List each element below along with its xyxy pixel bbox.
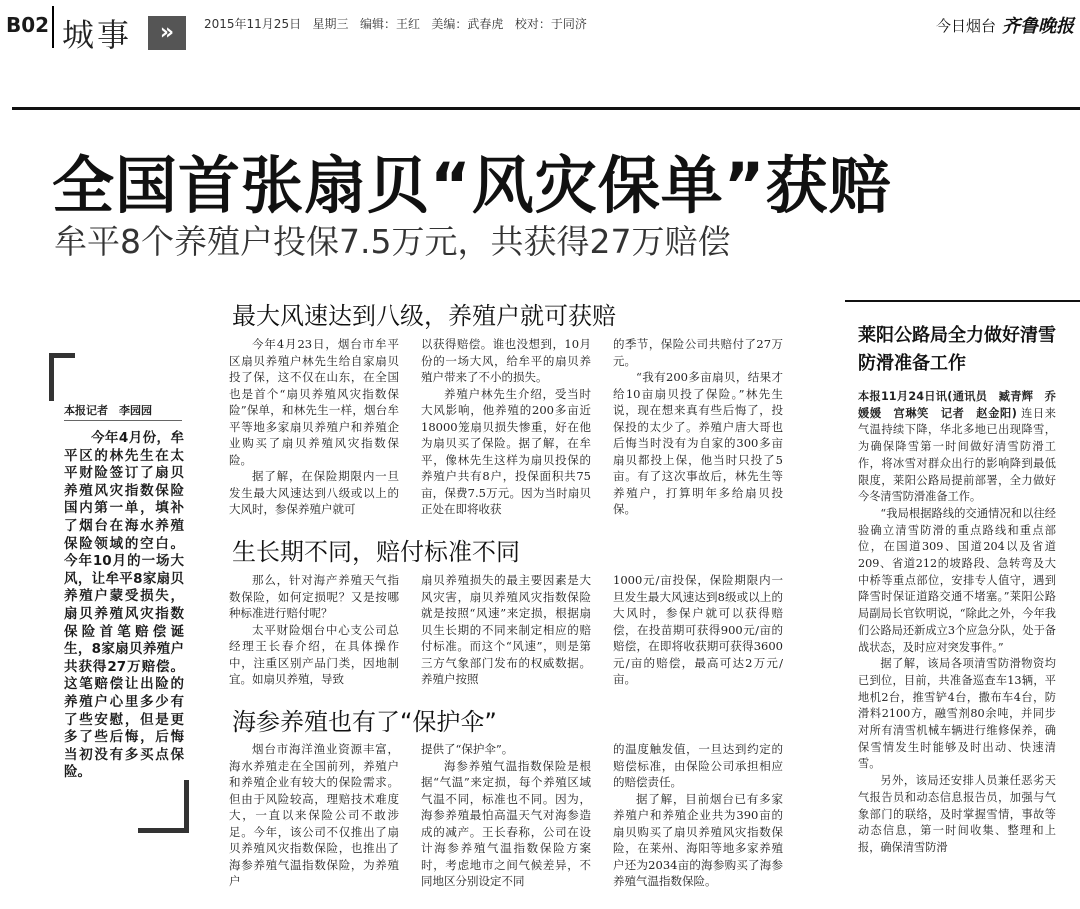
reporter-byline: 本报记者 李园园: [64, 404, 152, 417]
article-column: [613, 336, 783, 518]
sidebar-paragraph: 另外，该局还安排人员兼任恶劣天气报告员和动态信息报告员，加强与气象部门的联络，及时掌握雪情，事故等动态信息，第一时间收集、整理和上报，确保清雪防滑: [858, 774, 1056, 854]
lead-divider: [64, 420, 182, 421]
paragraph: 据了解，目前烟台已有多家养殖户和养殖企业共为390亩的扇贝购买了扇贝养殖风灾指数保险，在莱州、海阳等地多家养殖户还为2034亩的海参购买了海参养殖气温指数保险。: [613, 791, 783, 888]
newspaper-logo: 齐鲁晚报: [1002, 16, 1074, 37]
paragraph: 太平财险烟台中心支公司总经理王长春介绍，在具体操作中，注重区别产品门类，因地制宜。如扇贝养殖，导致: [229, 622, 399, 686]
subheadline: 牟平8个养殖户投保7.5万元，共获得27万赔偿: [54, 222, 731, 261]
paragraph: 养殖户林先生介绍，受当时大风影响，他养殖的200多亩近18000笼扇贝损失惨重，好在他为扇贝买了保险。据了解，在牟平，像林先生这样为扇贝投保的养殖户共有8户，投保面积共75亩，保费7.5万元。因为当时扇贝正处在即将收获: [421, 386, 591, 516]
paragraph: 扇贝养殖损失的最主要因素是大风灾害，扇贝养殖风灾指数保险就是按照“风速”来定损，根据扇贝生长期的不同来制定相应的赔付标准。而这个“风速”，则是第三方气象部门发布的权威数据。养殖户按照: [421, 573, 591, 686]
sidebar-title: 莱阳公路局全力做好清雪防滑准备工作: [858, 325, 1056, 374]
edition-label: 今日烟台: [936, 17, 997, 35]
paragraph: 今年4月23日，烟台市牟平区扇贝养殖户林先生给自家扇贝投了保，这不仅在山东，在全国也是首个“扇贝养殖风灾指数保险”保单，和林先生一样，烟台牟平等地多家扇贝养殖户和养殖企业购买了扇贝养殖风灾指数保险。: [229, 337, 399, 467]
article-column: [229, 572, 399, 688]
page-number: B02: [6, 13, 50, 37]
header-divider: [52, 6, 54, 48]
paragraph: 海参养殖气温指数保险是根据“气温”来定损，每个养殖区域气温不同，标准也不同。因为，海参养殖最怕高温天气对海参造成的减产。王长春称，公司在设计海参养殖气温指数保险方案时，考虑地市之间气候差异，不同地区分别设定不同: [421, 758, 591, 888]
article-column: [229, 336, 399, 518]
header-rule: [12, 107, 1080, 110]
article-column: [421, 572, 591, 688]
sidebar-paragraph: 据了解，该局各项清雪防滑物资均已到位，目前，共准备巡查车13辆，平地机2台，推雪铲4台，撒布车4台，防滑料2100方，融雪剂80余吨，并同步对所有清雪机械车辆进行维修保养，确保雪情发生时能够及时出动、快速清雪。: [858, 657, 1056, 771]
lead-frame-corner: [184, 780, 189, 833]
article-column: [613, 572, 783, 688]
lead-text: 今年4月份，牟平区的林先生在太平财险签订了扇贝养殖风灾指数保险国内第一单，填补了烟台在海水养殖保险领域的空白。今年10月的一场大风，让牟平8家扇贝养殖户蒙受损失，扇贝养殖风灾指数保险首笔赔偿诞生，8家扇贝养殖户共获得27万赔偿。这笔赔偿让出险的养殖户心里多少有了些安慰，但是更多了些后悔，后悔当初没有多买点保险。: [64, 430, 184, 781]
lead-frame-corner: [138, 828, 188, 833]
article-column: [421, 336, 591, 518]
paragraph: 那么，针对海产养殖天气指数保险，如何定损呢？又是按哪种标准进行赔付呢？: [229, 573, 399, 620]
section-heading: 生长期不同，赔付标准不同: [232, 538, 520, 566]
article-column: [421, 741, 591, 890]
paragraph: 的季节，保险公司共赔付了27万元。: [613, 337, 783, 368]
lead-paragraph: [64, 430, 184, 782]
section-heading: 最大风速达到八级，养殖户就可获赔: [232, 302, 616, 330]
section-title: 城事: [62, 16, 133, 54]
paragraph: 的温度触发值，一旦达到约定的赔偿标准，由保险公司承担相应的赔偿责任。: [613, 742, 783, 789]
article-column: [229, 741, 399, 890]
section-heading: 海参养殖也有了“保护伞”: [232, 708, 497, 736]
paragraph: “我有200多亩扇贝，结果才给10亩扇贝投了保险。”林先生说，现在想来真有些后悔了，投保投的太少了。养殖户唐大哥也后悔当时没有为自家的300多亩扇贝都投上保，他当时只投了5亩。有了这次事故后，林先生等养殖户，打算明年多给扇贝投保。: [613, 370, 783, 516]
double-chevron-icon: »: [148, 16, 186, 50]
paragraph: 以获得赔偿。谁也没想到，10月份的一场大风，给牟平的扇贝养殖户带来了不小的损失。: [421, 337, 591, 384]
sidebar-article: [858, 389, 1056, 857]
issue-meta: 2015年11月25日 星期三 编辑：王红 美编：武春虎 校对：于同济: [204, 17, 587, 31]
sidebar-lead-paragraph: [858, 389, 1056, 506]
sidebar-rule: [845, 300, 1080, 302]
paragraph: 烟台市海洋渔业资源丰富，海水养殖走在全国前列，养殖户和养殖企业有较大的保险需求。但由于风险较高，理赔技术难度大，一直以来保险公司不敢涉足。今年，该公司不仅推出了扇贝养殖风灾指数保险，也推出了海参养殖气温指数保险，为养殖户: [229, 742, 399, 888]
sidebar-paragraph: “我局根据路线的交通情况和以往经验确立清雪防滑的重点路线和重点部位，在国道309、国道204以及省道209、省道212的坡路段、急转弯及大中桥等重点部位，安排专人值守，遇到降雪时保证道路交通不堵塞。”莱阳公路局副局长官钦明说，“除此之外，今年我们公路局还新成立3个应急分队，处于备战状态，及时应对突发事件。”: [858, 506, 1056, 654]
article-column: [613, 741, 783, 890]
sidebar-paragraph: 连日来气温持续下降，华北多地已出现降雪，为确保降雪第一时间做好清雪防滑工作，将冰雪对群众出行的影响降到最低限度，莱阳公路局提前部署，全力做好今冬清雪防滑准备工作。: [858, 406, 1056, 504]
paragraph: 据了解，在保险期限内一旦发生最大风速达到八级或以上的大风时，参保养殖户就可: [229, 469, 399, 516]
paragraph: 提供了“保护伞”。: [421, 742, 514, 756]
sidebar-byline: 本报11月24日讯(通讯员 臧青辉 乔媛媛 宫琳笑 记者 赵金阳): [858, 390, 1056, 420]
paragraph: 1000元/亩投保，保险期限内一旦发生最大风速达到8级或以上的大风时，参保户就可以获得赔偿，在投苗期可获得900元/亩的赔偿，在即将收获期可获得3600元/亩的赔偿，最高可达2万元/亩。: [613, 573, 783, 686]
lead-frame-corner: [49, 353, 54, 401]
headline: 全国首张扇贝“风灾保单”获赔: [52, 149, 892, 222]
